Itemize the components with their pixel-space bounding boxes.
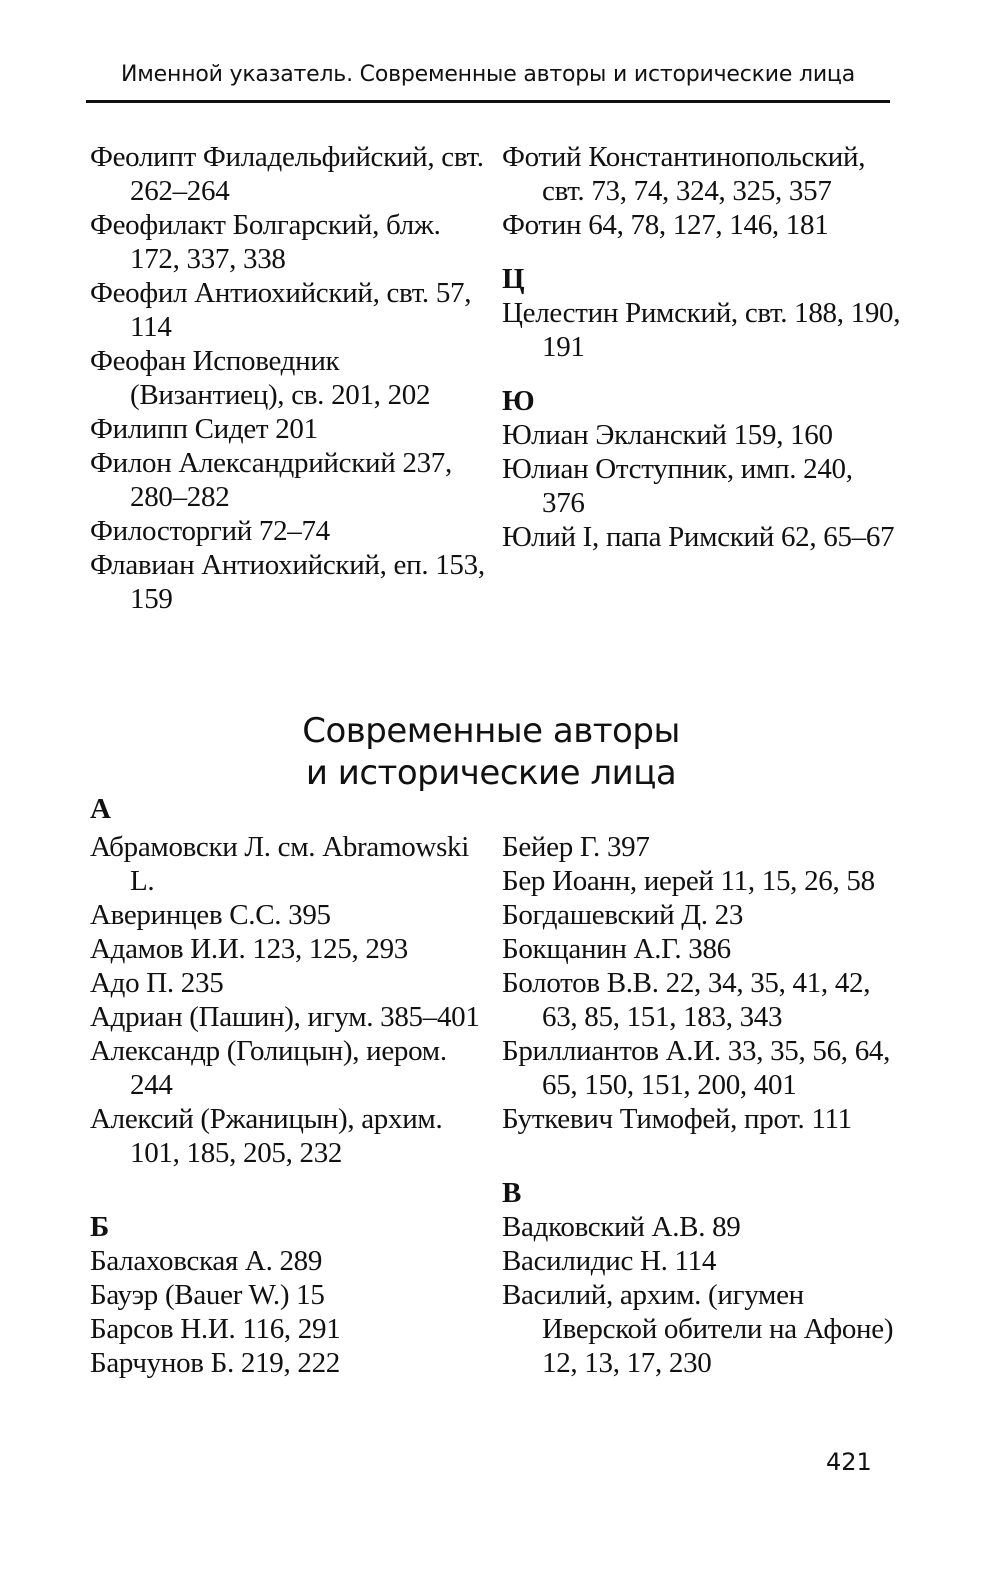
index-entry: Юлий I, папа Римский 62, 65–67 xyxy=(502,521,895,553)
index-entry: Бер Иоанн, иерей 11, 15, 26, 58 xyxy=(502,865,875,897)
index-entry: Фотин 64, 78, 127, 146, 181 xyxy=(502,209,829,241)
header-rule xyxy=(86,100,890,103)
index-entry: Адамов И.И. 123, 125, 293 xyxy=(90,933,408,965)
index-entry: Александр (Голицын), иером. 244 xyxy=(90,1035,447,1101)
index-entry: Филосторгий 72–74 xyxy=(90,515,330,547)
index-entry: Феофилакт Болгарский, блж. 172, 337, 338 xyxy=(90,209,441,275)
index-entry: Целестин Римский, свт. 188, 190, 191 xyxy=(502,297,901,363)
index-entry: Фотий Константинопольский, свт. 73, 74, 324, 325, 357 xyxy=(502,141,866,207)
top-right-column xyxy=(502,140,902,554)
index-entry: Василидис Н. 114 xyxy=(502,1245,717,1277)
index-entry: Филон Александрийский 237, 280–282 xyxy=(90,447,452,513)
index-entry: Феолипт Филадельфийский, свт. 262–264 xyxy=(90,141,484,207)
index-entry: Алексий (Ржаницын), архим. 101, 185, 205, 232 xyxy=(90,1103,443,1169)
index-entry: Адо П. 235 xyxy=(90,967,224,999)
section-title-line1: Современные авторы xyxy=(302,711,680,751)
index-entry: Феофил Антиохийский, свт. 57, 114 xyxy=(90,277,472,343)
bottom-left-column xyxy=(90,830,490,1380)
running-header: Именной указатель. Современные авторы и исторические лица xyxy=(121,62,855,87)
index-entry: Барчунов Б. 219, 222 xyxy=(90,1347,341,1379)
index-entry: Бокщанин А.Г. 386 xyxy=(502,933,731,965)
index-entry: Вадковский А.В. 89 xyxy=(502,1211,741,1243)
letter-heading-yu: Ю xyxy=(502,385,535,417)
index-entry: Флавиан Антиохийский, еп. 153, 159 xyxy=(90,549,485,615)
index-entry: Бриллиантов А.И. 33, 35, 56, 64, 65, 150, 151, 200, 401 xyxy=(502,1035,891,1101)
index-entry: Буткевич Тимофей, прот. 111 xyxy=(502,1103,852,1135)
top-left-column xyxy=(90,140,490,616)
letter-heading-ts: Ц xyxy=(502,263,525,295)
index-entry: Балаховская А. 289 xyxy=(90,1245,323,1277)
index-entry: Юлиан Отступник, имп. 240, 376 xyxy=(502,453,853,519)
bottom-right-column xyxy=(502,830,902,1380)
letter-heading-v: В xyxy=(502,1177,522,1209)
index-entry: Барсов Н.И. 116, 291 xyxy=(90,1313,341,1345)
index-entry: Абрамовски Л. см. Abramowski L. xyxy=(90,831,470,897)
page-number: 421 xyxy=(826,1448,872,1476)
index-entry: Филипп Сидет 201 xyxy=(90,413,318,445)
letter-heading-b: Б xyxy=(90,1211,109,1243)
index-entry: Юлиан Экланский 159, 160 xyxy=(502,419,833,451)
section-title-line2: и исторические лица xyxy=(305,753,677,793)
index-entry: Бейер Г. 397 xyxy=(502,831,650,863)
index-entry: Феофан Исповедник (Византиец), св. 201, 202 xyxy=(90,345,431,411)
section-title xyxy=(0,710,982,794)
index-entry: Адриан (Пашин), игум. 385–401 xyxy=(90,1001,480,1033)
index-entry: Аверинцев С.С. 395 xyxy=(90,899,331,931)
index-entry: Богдашевский Д. 23 xyxy=(502,899,744,931)
letter-heading-a: А xyxy=(90,793,111,825)
index-entry: Василий, архим. (игумен Иверской обители на Афоне) 12, 13, 17, 230 xyxy=(502,1279,894,1379)
index-entry: Болотов В.В. 22, 34, 35, 41, 42, 63, 85, 151, 183, 343 xyxy=(502,967,871,1033)
index-entry: Бауэр (Bauer W.) 15 xyxy=(90,1279,325,1311)
